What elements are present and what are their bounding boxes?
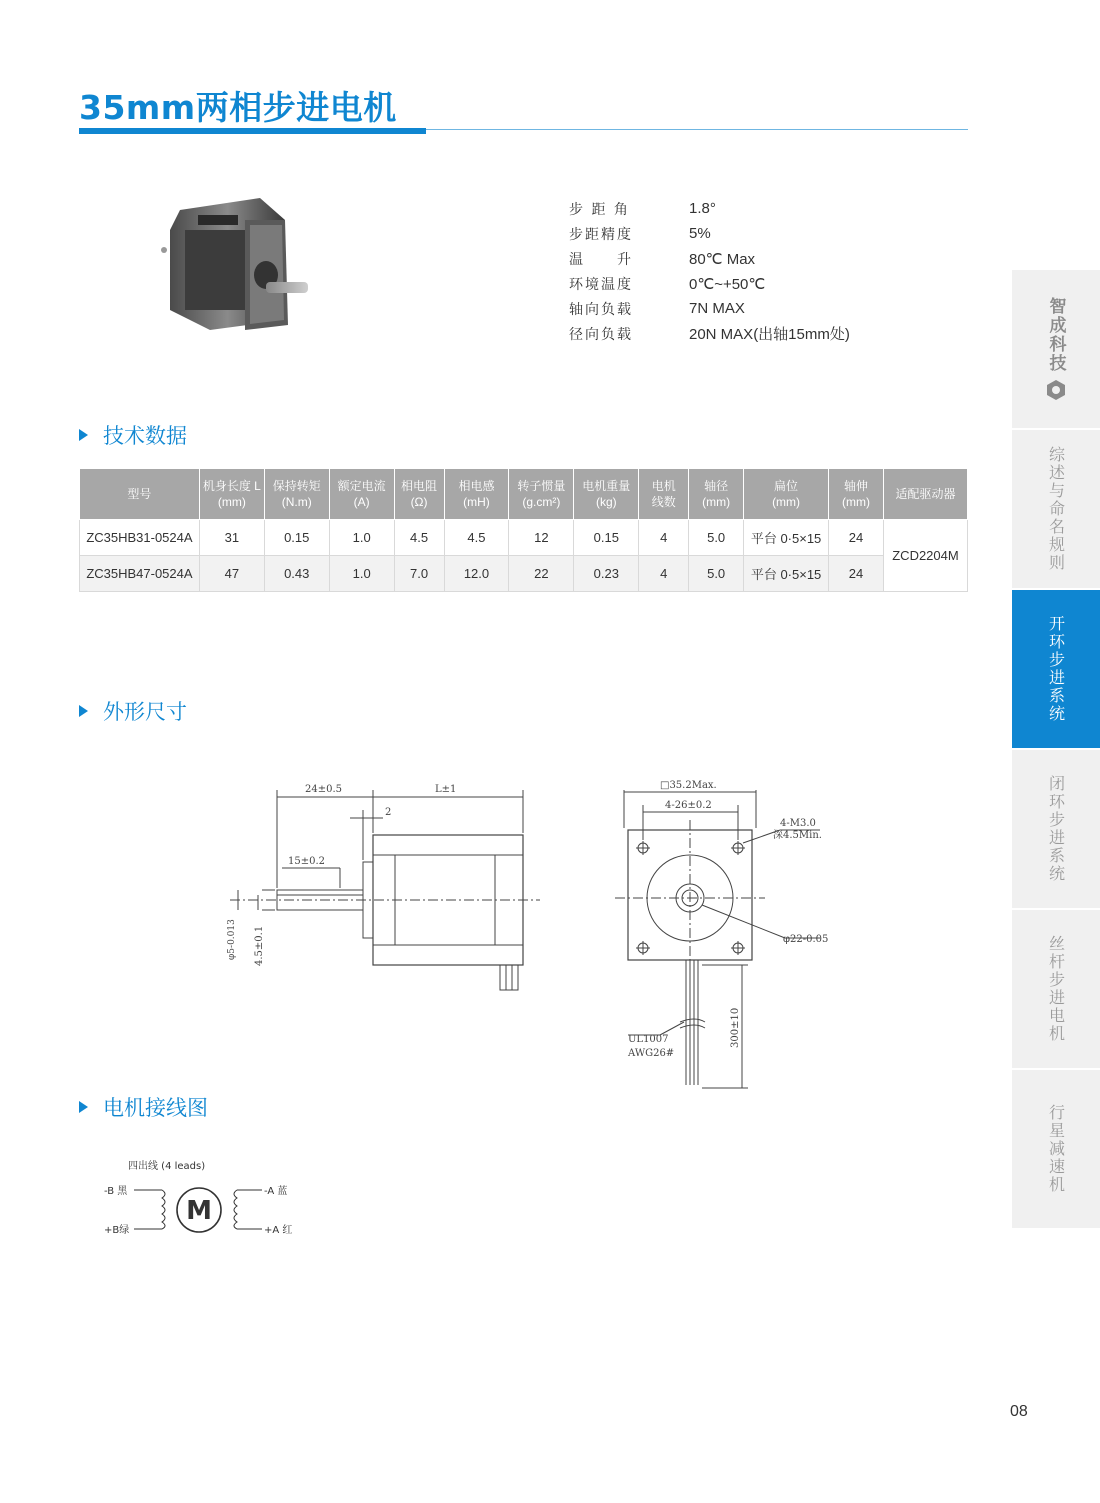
table-cell: 5.0 <box>689 520 744 556</box>
header-leads: 电机 线数 <box>639 469 689 520</box>
spec-row-axial-load <box>569 296 850 321</box>
spec-label: 环境温度 <box>569 276 633 293</box>
spec-label: 径向负载 <box>569 326 633 343</box>
table-cell: 0.23 <box>574 556 639 592</box>
cable-awg: AWG26# <box>628 1048 675 1059</box>
header-shaft-ext: 轴伸 (mm) <box>829 469 884 520</box>
header-inertia: 转子惯量 (g.cm²) <box>509 469 574 520</box>
table-header-row <box>80 469 968 520</box>
dim-15: 15±0.2 <box>288 856 326 867</box>
sidebar-item-open-loop[interactable] <box>1012 590 1100 748</box>
table-cell: 0.43 <box>264 556 329 592</box>
page-title: 35mm两相步进电机 <box>79 88 397 127</box>
table-cell: 5.0 <box>689 556 744 592</box>
table-cell: ZC35HB47-0524A <box>80 556 200 592</box>
tab-label: 丝杆步进电机 <box>1046 935 1066 1043</box>
section-tech-data <box>79 420 187 450</box>
side-view <box>230 790 540 990</box>
lead-pos-a: +A 红 <box>264 1225 293 1236</box>
table-cell: 4 <box>639 556 689 592</box>
section-dimensions <box>79 696 187 726</box>
table-cell: 12.0 <box>444 556 509 592</box>
header-length: 机身长度 L (mm) <box>199 469 264 520</box>
spec-value: 20N MAX(出轴15mm处) <box>689 326 850 343</box>
spec-value: 80℃ Max <box>689 250 756 268</box>
table-row <box>80 520 968 556</box>
spec-label: 步距精度 <box>569 226 633 243</box>
triangle-bullet-icon <box>79 429 88 441</box>
page-number: 08 <box>1010 1403 1028 1420</box>
brand-logo-icon <box>1045 379 1067 401</box>
sidebar-tabs <box>1012 270 1100 1230</box>
wiring-caption: 四出线 (4 leads) <box>128 1161 206 1172</box>
tab-label: 闭环步进系统 <box>1046 775 1066 883</box>
spec-label: 温 升 <box>569 251 633 268</box>
section-title: 外形尺寸 <box>103 700 187 724</box>
wiring-diagram <box>100 1155 320 1245</box>
table-cell: 24 <box>829 556 884 592</box>
dim-26: 4-26±0.2 <box>665 800 712 811</box>
dim-2: 2 <box>385 807 392 818</box>
brand-name: 智成科技 <box>1045 297 1066 373</box>
dim-24: 24±0.5 <box>305 784 343 795</box>
dim-m3: 4-M3.0 <box>780 818 816 829</box>
table-cell: 0.15 <box>264 520 329 556</box>
spec-value: 0℃~+50℃ <box>689 275 766 293</box>
table-cell: 24 <box>829 520 884 556</box>
table-cell: 7.0 <box>394 556 444 592</box>
table-cell: 1.0 <box>329 556 394 592</box>
table-cell: 4.5 <box>394 520 444 556</box>
header-resistance: 相电阻 (Ω) <box>394 469 444 520</box>
table-cell-driver: ZCD2204M <box>883 520 967 592</box>
table-cell: ZC35HB31-0524A <box>80 520 200 556</box>
sidebar-item-lead-screw[interactable] <box>1012 910 1100 1068</box>
triangle-bullet-icon <box>79 705 88 717</box>
tab-label: 综述与命名规则 <box>1046 446 1066 572</box>
dim-22: φ22-0.05 <box>783 934 829 945</box>
spec-row-radial-load <box>569 321 850 346</box>
sidebar-item-overview[interactable] <box>1012 430 1100 588</box>
spec-value: 7N MAX <box>689 300 745 317</box>
spec-row-step-accuracy <box>569 221 850 246</box>
dim-352: □35.2Max. <box>660 780 717 791</box>
dim-m3-depth: 深4.5Min. <box>773 830 822 841</box>
sidebar-brand <box>1012 270 1100 428</box>
header-torque: 保持转矩 (N.m) <box>264 469 329 520</box>
spec-label: 步 距 角 <box>569 201 630 218</box>
title-underline-line <box>426 129 968 130</box>
spec-value: 5% <box>689 225 711 242</box>
dim-shaft: φ5-0.013 <box>227 919 237 960</box>
specs-list <box>569 196 850 346</box>
motor-symbol: M <box>186 1196 212 1226</box>
triangle-bullet-icon <box>79 1101 88 1113</box>
title-underline-bar <box>79 128 426 134</box>
header-model: 型号 <box>80 469 200 520</box>
dim-l: L±1 <box>435 784 457 795</box>
header-driver: 适配驱动器 <box>883 469 967 520</box>
table-cell: 31 <box>199 520 264 556</box>
cable-ul: UL1007 <box>628 1034 669 1045</box>
lead-neg-b: -B 黑 <box>104 1186 128 1197</box>
spec-label: 轴向负载 <box>569 301 633 318</box>
spec-row-ambient-temp <box>569 271 850 296</box>
table-cell: 4 <box>639 520 689 556</box>
table-cell: 22 <box>509 556 574 592</box>
sidebar-item-gearbox[interactable] <box>1012 1070 1100 1228</box>
header-shaft-dia: 轴径 (mm) <box>689 469 744 520</box>
header-weight: 电机重量 (kg) <box>574 469 639 520</box>
tab-label: 开环步进系统 <box>1046 615 1066 723</box>
spec-row-temp-rise <box>569 246 850 271</box>
spec-value: 1.8° <box>689 200 716 217</box>
sidebar-item-closed-loop[interactable] <box>1012 750 1100 908</box>
spec-row-step-angle <box>569 196 850 221</box>
header-current: 额定电流 (A) <box>329 469 394 520</box>
section-title: 电机接线图 <box>103 1096 208 1120</box>
table-row <box>80 556 968 592</box>
header-flat: 扁位 (mm) <box>744 469 829 520</box>
table-cell: 平台 0·5×15 <box>744 520 829 556</box>
header-inductance: 相电感 (mH) <box>444 469 509 520</box>
table-cell: 0.15 <box>574 520 639 556</box>
table-cell: 平台 0·5×15 <box>744 556 829 592</box>
dimension-drawing <box>220 770 860 1100</box>
section-wiring <box>79 1092 208 1122</box>
section-title: 技术数据 <box>103 424 187 448</box>
table-cell: 1.0 <box>329 520 394 556</box>
tech-data-table <box>79 468 968 592</box>
table-cell: 12 <box>509 520 574 556</box>
lead-neg-a: -A 蓝 <box>264 1186 288 1197</box>
lead-pos-b: +B绿 <box>104 1225 130 1236</box>
dim-45: 4.5±0.1 <box>254 925 265 966</box>
table-cell: 47 <box>199 556 264 592</box>
dim-300: 300±10 <box>730 1007 741 1048</box>
motor-photo <box>150 190 315 335</box>
tab-label: 行星减速机 <box>1046 1104 1066 1194</box>
table-cell: 4.5 <box>444 520 509 556</box>
